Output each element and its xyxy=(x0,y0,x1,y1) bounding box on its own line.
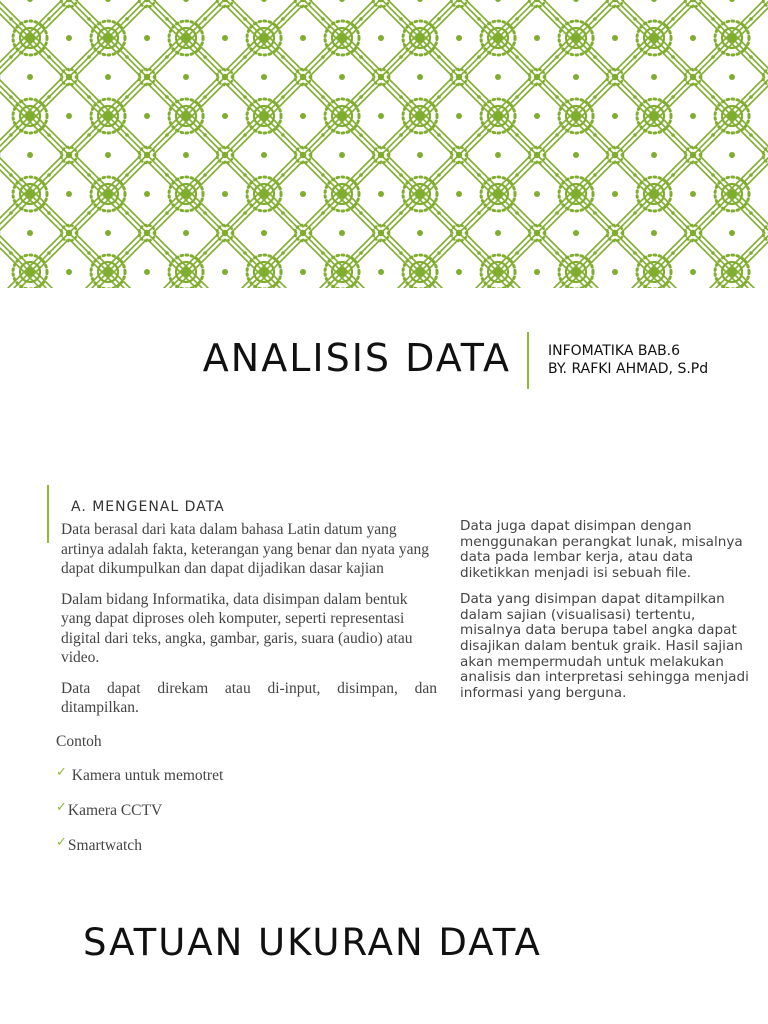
course-label: INFOMATIKA BAB.6 xyxy=(548,343,681,359)
title-divider xyxy=(527,332,529,389)
subtitle-block xyxy=(548,342,708,378)
left-column xyxy=(61,520,437,729)
paragraph-record: Data dapat direkam atau di-input, disimpan, dan ditampilkan. xyxy=(61,679,437,716)
right-column xyxy=(460,519,752,712)
pattern-graphic xyxy=(0,0,768,288)
decorative-pattern-banner xyxy=(0,0,768,288)
list-item xyxy=(56,834,142,855)
list-item xyxy=(56,764,224,785)
presentation-title: ANALISIS DATA xyxy=(202,336,511,380)
next-slide-title: SATUAN UKURAN DATA xyxy=(83,921,542,964)
list-item-text: Kamera CCTV xyxy=(67,802,163,819)
list-item-text: Smartwatch xyxy=(67,837,142,854)
example-label: Contoh xyxy=(56,733,102,750)
checkmark-icon: ✓ xyxy=(56,834,67,849)
section-title: A. MENGENAL DATA xyxy=(71,499,225,515)
list-item-text: Kamera untuk memotret xyxy=(67,767,224,784)
title-slide xyxy=(0,288,768,398)
checkmark-icon: ✓ xyxy=(56,799,67,814)
paragraph-software: Data juga dapat disimpan dengan menggunakan perangkat lunak, misalnya data pada lembar kerja, atau data diketikkan menjadi isi sebuah file. xyxy=(460,518,743,582)
paragraph-informatics: Dalam bidang Informatika, data disimpan dalam bentuk yang dapat diproses oleh komputer, seperti representasi digital dari teks, angka, gambar, garis, suara (audio) atau video. xyxy=(61,590,413,666)
section-accent-bar xyxy=(47,485,49,543)
paragraph-visualization: Data yang disimpan dapat ditampilkan dalam sajian (visualisasi) tertentu, misalnya data berupa tabel angka dapat disajikan dalam bentuk graik. Hasil sajian akan mempermudah untuk melakukan analisis dan interpretasi sehingga menjadi informasi yang berguna. xyxy=(460,590,749,702)
paragraph-definition: Data berasal dari kata dalam bahasa Latin datum yang artinya adalah fakta, keterangan yang benar dan nyata yang dapat dikumpulkan dan dapat dijadikan dasar kajian xyxy=(61,521,429,577)
list-item xyxy=(56,799,163,820)
author-label: BY. RAFKI AHMAD, S.Pd xyxy=(548,361,709,377)
checkmark-icon: ✓ xyxy=(56,764,67,779)
